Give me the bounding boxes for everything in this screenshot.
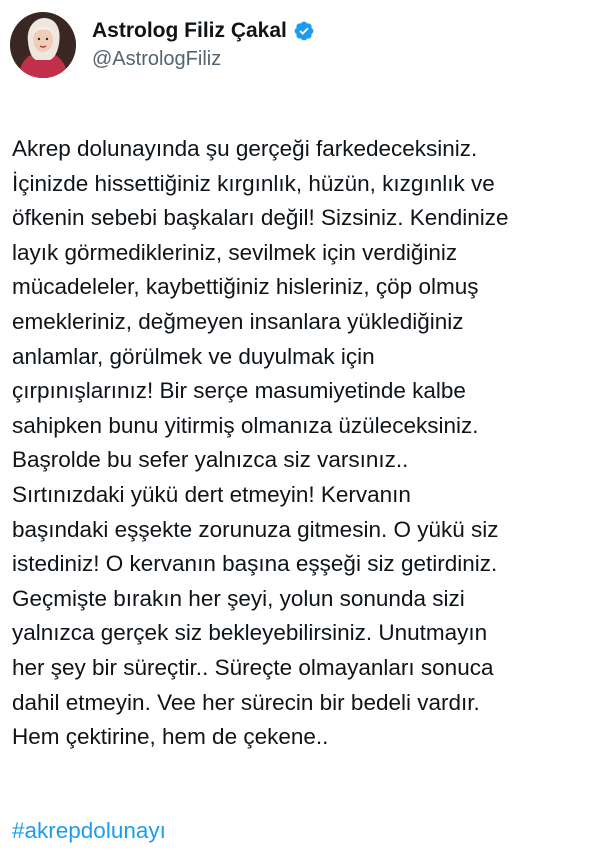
author-handle[interactable]: @AstrologFiliz xyxy=(92,48,222,70)
tweet-line: Sırtınızdaki yükü dert etmeyin! Kervanın xyxy=(12,481,411,507)
avatar[interactable] xyxy=(10,12,76,78)
tweet-line: Akrep dolunayında şu gerçeği farkedeceksiniz. xyxy=(12,136,478,161)
tweet-line: anlamlar, görülmek ve duyulmak için xyxy=(12,343,375,369)
tweet-line: başındaki eşşekte zorunuza gitmesin. O yükü siz xyxy=(12,516,499,542)
tweet-line: Başrolde bu sefer yalnızca siz varsınız.. xyxy=(12,447,409,473)
hashtag-link[interactable]: #akrepdolunayı xyxy=(12,818,166,843)
verified-badge-icon xyxy=(293,20,315,42)
tweet-header xyxy=(10,12,315,78)
tweet-line: her şey bir süreçtir.. Süreçte olmayanları sonuca xyxy=(12,654,494,680)
author-names xyxy=(92,18,315,72)
tweet-body xyxy=(12,132,592,755)
avatar-portrait-icon xyxy=(10,12,76,78)
tweet-line: mücadeleler, kaybettiğiniz hisleriniz, çöp olmuş xyxy=(12,274,479,300)
name-row xyxy=(92,18,315,44)
tweet-line: istediniz! O kervanın başına eşşeği siz getirdiniz. xyxy=(12,551,498,577)
tweet-line: dahil etmeyin. Vee her sürecin bir bedeli vardır. xyxy=(12,689,480,715)
author-display-name[interactable]: Astrolog Filiz Çakal xyxy=(92,19,287,42)
tweet-line: öfkenin sebebi başkaları değil! Sizsiniz. Kendinize xyxy=(12,205,509,231)
tweet-line: emekleriniz, değmeyen insanlara yüklediğiniz xyxy=(12,308,464,334)
tweet-line: çırpınışlarınız! Bir serçe masumiyetinde kalbe xyxy=(12,378,466,404)
tweet-line: yalnızca gerçek siz bekleyebilirsiniz. Unutmayın xyxy=(12,620,488,646)
tweet-line: Hem çektirine, hem de çekene.. xyxy=(12,724,329,750)
tweet-line: layık görmedikleriniz, sevilmek için verdiğiniz xyxy=(12,239,458,265)
tweet-line: Geçmişte bırakın her şeyi, yolun sonunda sizi xyxy=(12,585,465,611)
tweet-line: sahipken bunu yitirmiş olmanıza üzüleceksiniz. xyxy=(12,412,479,438)
tweet-line: İçinizde hissettiğiniz kırgınlık, hüzün, kızgınlık ve xyxy=(12,170,495,196)
